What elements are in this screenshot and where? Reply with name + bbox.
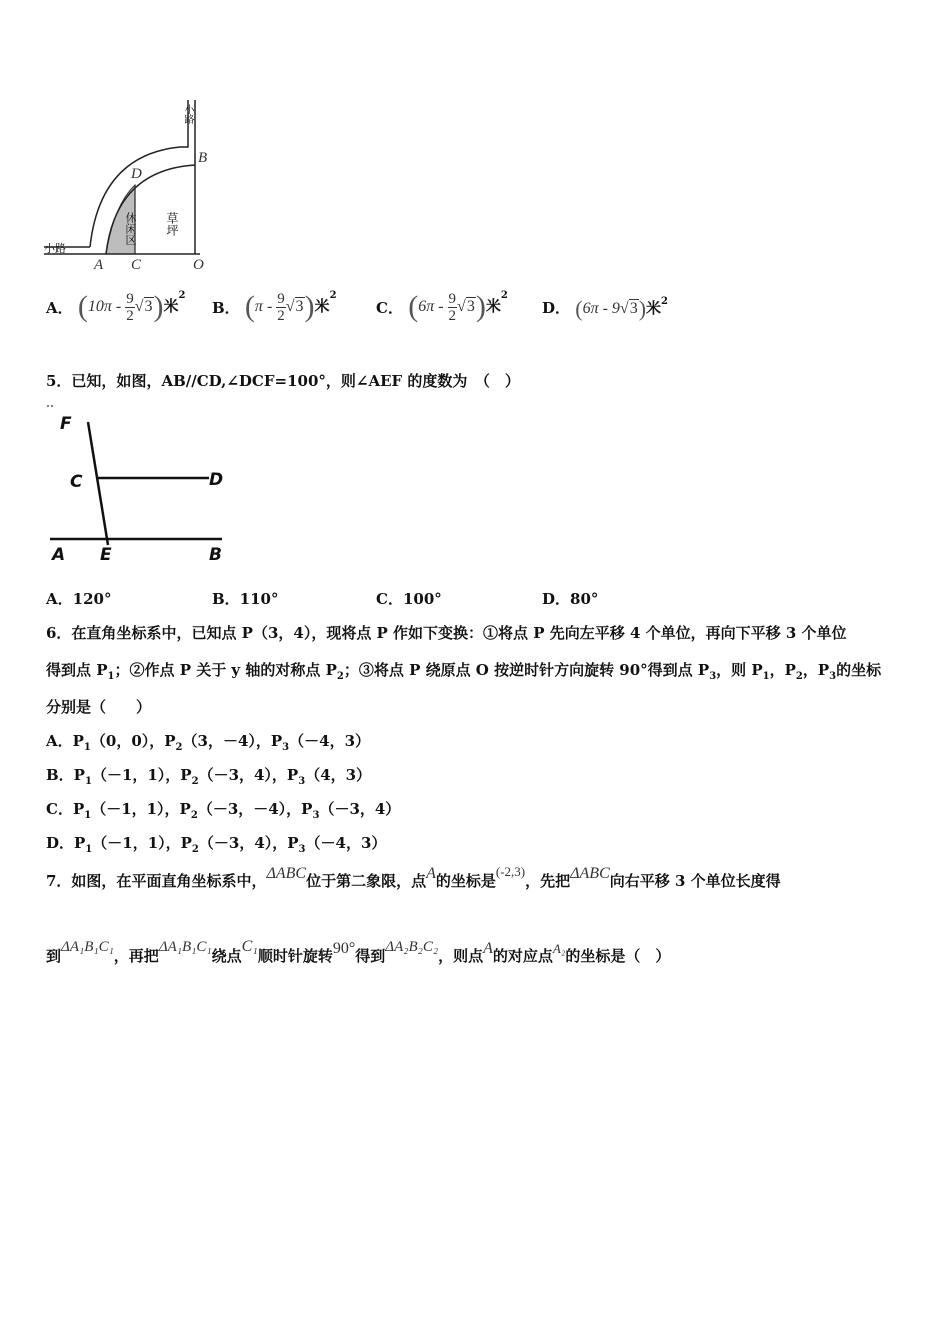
q4-option-d: D． (6π - 9√3)米$^2$ <box>542 296 669 321</box>
q6-line-1: 6．在直角坐标系中，已知点 P（3，4），现将点 P 作如下变换：①将点 P 先向左平移 4 个单位，再向下平移 3 个单位 <box>46 624 847 642</box>
q6-option-b: B．$P_1(-1$，1），$P_2(-3$，4），$P_3(4$，3） <box>46 766 372 787</box>
q4-label-lawn: 草坪 <box>165 212 179 236</box>
q4-label-B: B <box>198 150 208 166</box>
q4-label-rest-area: 休闲区 <box>124 212 137 245</box>
q5-label-B: B <box>209 545 222 565</box>
q5-option-d: D．80° <box>542 590 599 608</box>
q6-option-d: D．$P_1(-1$，1），$P_2(-3$，4），$P_3(-4$，3） <box>46 834 387 855</box>
q7-line-1: 7．如图，在平面直角坐标系中，ΔABC位于第二象限，点A的坐标是(-2,3)，先把ΔABC向右平移 3 个单位长度得 <box>46 864 781 890</box>
q5-stem: 5．已知，如图，AB//CD,∠DCF=100°，则∠AEF 的度数为 （ ） <box>46 372 520 390</box>
q5-option-b: B．110° <box>212 590 279 608</box>
q5-label-C: C <box>70 472 83 492</box>
q5-option-a: A．120° <box>46 590 112 608</box>
q5-label-A: A <box>52 545 66 565</box>
q6-option-c: C．$P_1(-1$，1），$P_2(-3$，－4），$P_3(-3$，4） <box>46 800 401 821</box>
q7-line-2: 到ΔA₁B₁C₁，再把ΔA₁B₁C₁绕点C₁顺时针旋转90°得到ΔA₂B₂C₂，则点A的对应点A₂的坐标是（ ） <box>46 938 671 965</box>
q4-label-O: O <box>193 257 204 273</box>
q5-label-E: E <box>100 545 112 565</box>
q4-label-A: A <box>94 257 104 273</box>
q5-label-D: D <box>209 470 224 490</box>
q5-label-F: F <box>60 414 72 434</box>
q4-option-c: C． (6π - $\frac{9}{2}$ √3)米$^2$ <box>376 290 508 324</box>
q5-option-c: C．100° <box>376 590 442 608</box>
q6-option-a: A．$P_1(0$，0），$P_2(3$，－4），$P_3(-4$，3） <box>46 732 371 753</box>
q4-label-road-top: 小路 <box>182 104 193 124</box>
q4-label-C: C <box>131 257 142 273</box>
q4-option-b: B． (π - $\frac{9}{2}$ √3)米$^2$ <box>212 290 337 324</box>
q4-label-D: D <box>131 166 142 182</box>
q6-line-2: 得到点 $P_1$；②作点 P 关于 y 轴的对称点 $P_2$；③将点 P 绕原点 O 按逆时针方向旋转 90°得到点 $P_3$，则 $P_1$，$P_2$，$P_3$的坐标 <box>46 661 882 682</box>
q4-option-a: A． (10π - $\frac{9}{2}$ √3)米$^2$ <box>46 290 186 324</box>
q6-line-3: 分别是（ ） <box>46 698 152 716</box>
q4-label-road-left: 小路 <box>44 242 66 255</box>
